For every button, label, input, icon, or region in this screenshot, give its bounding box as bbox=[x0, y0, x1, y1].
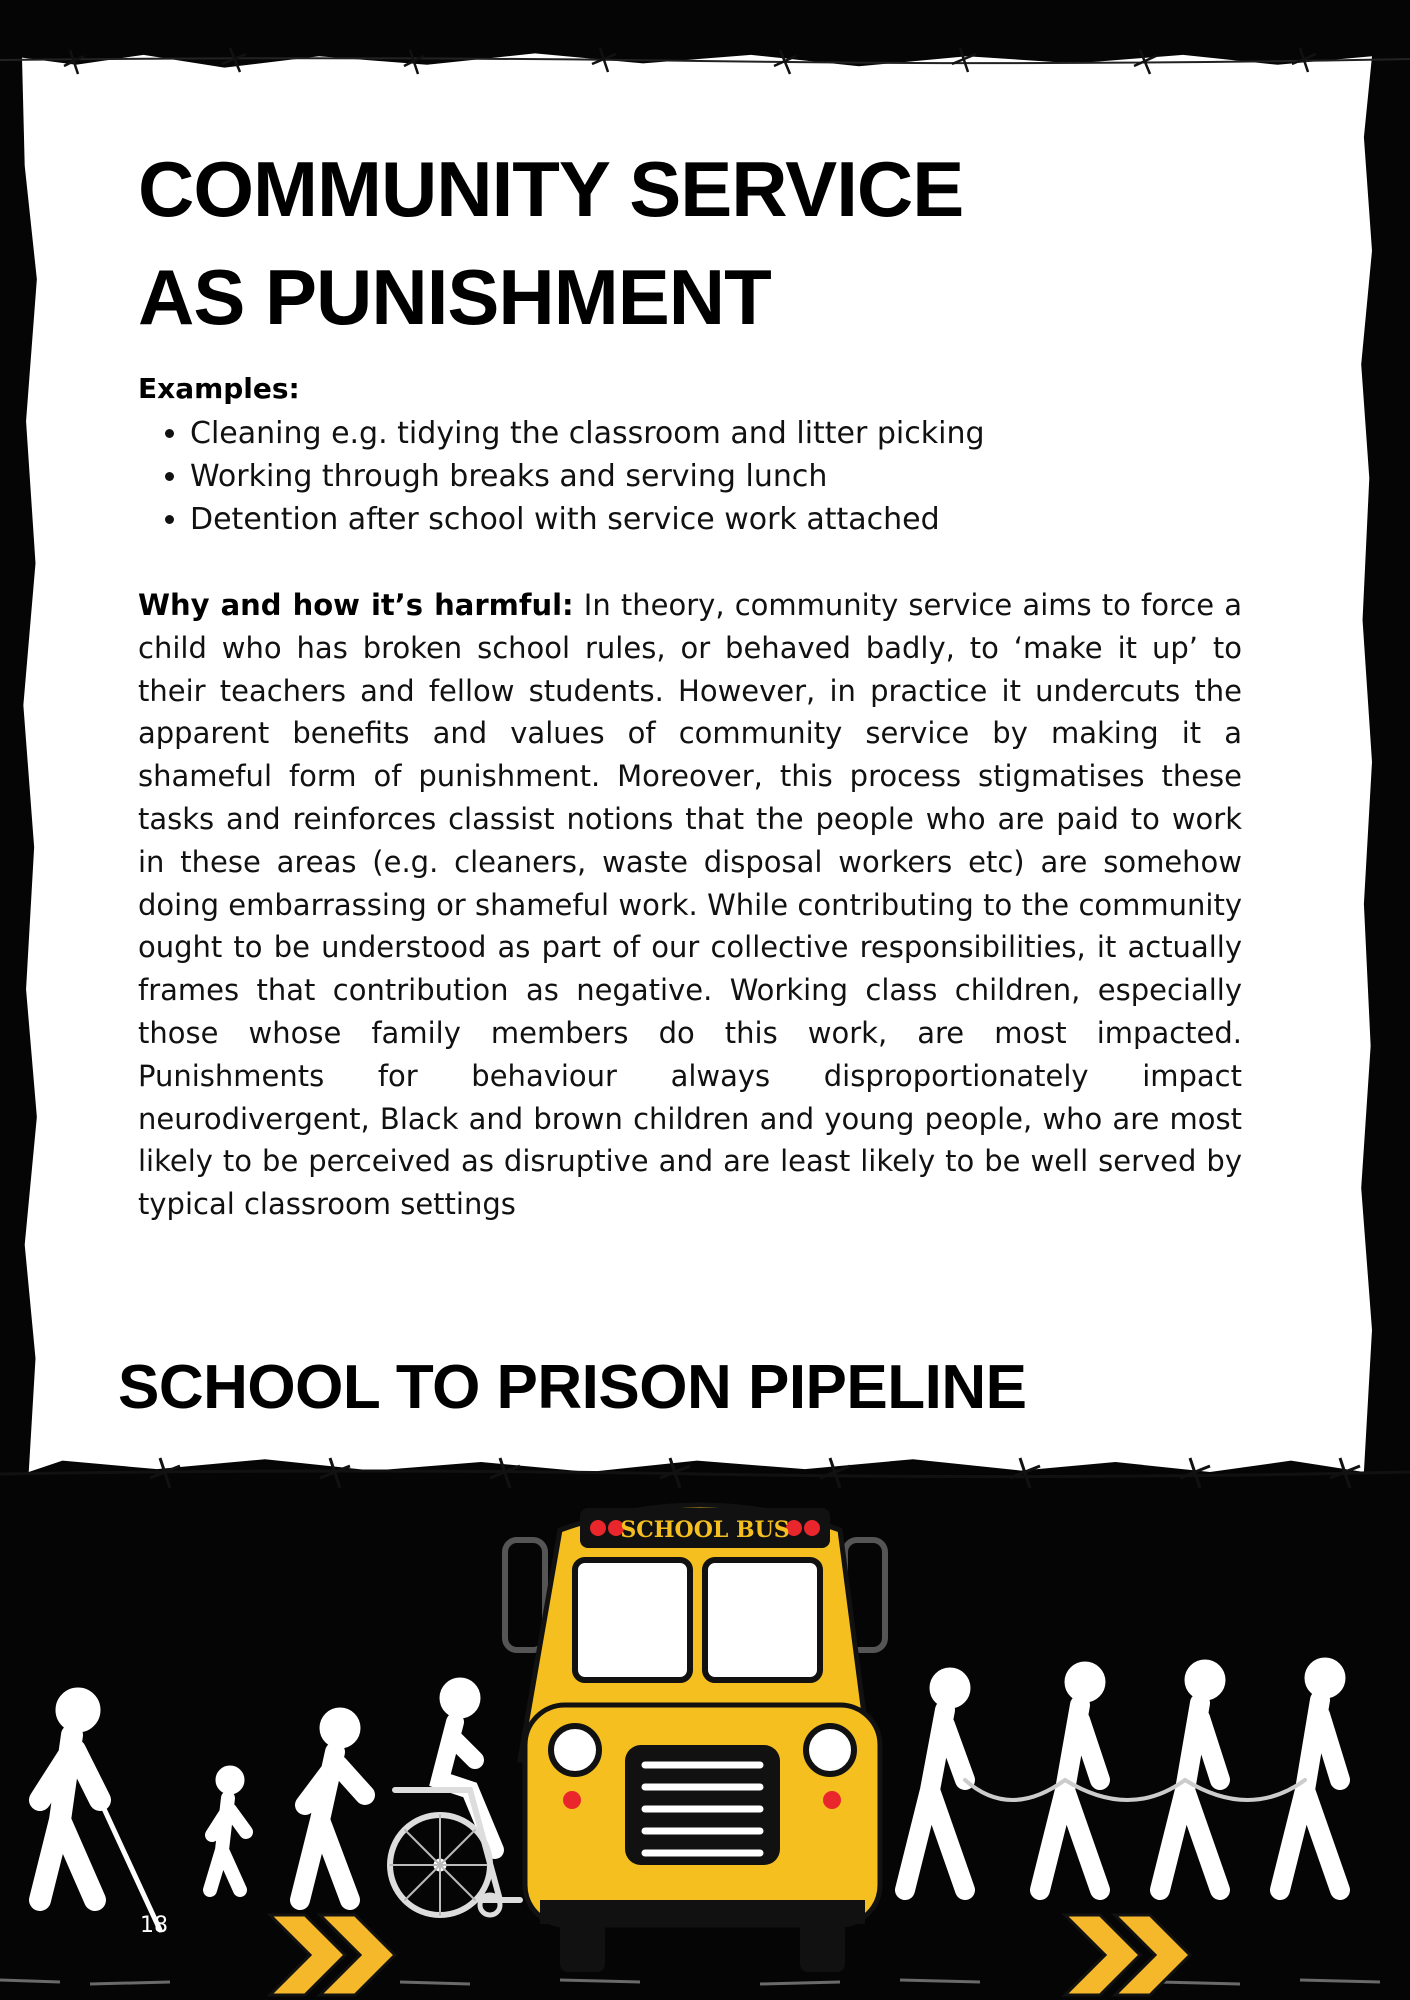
list-item: • Detention after school with service work attached bbox=[190, 498, 985, 541]
road-lines-icon bbox=[0, 1980, 1380, 1984]
school-bus-icon bbox=[505, 1505, 885, 1972]
list-item: • Working through breaks and serving lunch bbox=[190, 455, 985, 498]
section-title-pipeline: SCHOOL TO PRISON PIPELINE bbox=[118, 1353, 1027, 1422]
page-title-line-2: AS PUNISHMENT bbox=[138, 253, 771, 341]
bus-sign: SCHOOL BUS bbox=[620, 1517, 790, 1543]
page-title-line-1: COMMUNITY SERVICE bbox=[138, 145, 964, 233]
chevron-arrows-left-icon bbox=[270, 1915, 395, 1995]
page-title bbox=[138, 135, 963, 351]
harm-paragraph bbox=[138, 584, 1242, 1226]
page-number: 18 bbox=[140, 1913, 168, 1938]
people-left-icon bbox=[40, 1678, 520, 1930]
examples-list bbox=[162, 412, 985, 541]
school-bus-illustration bbox=[0, 1460, 1410, 2000]
harm-text: In theory, community service aims to force a child who has broken school rules, or behaved badly, to ‘make it up’ to their teachers and fellow students. However, in practice it undercuts the apparent benefits and values of community service by making it a shameful form of punishment. Moreover, this process stigmatises these tasks and reinforces classist notions that the people who are paid to work in these areas (e.g. cleaners, waste disposal workers etc) are somehow doing embarrassing or shameful work. While contributing to the community ought to be understood as part of our collective responsibilities, it actually frames that contribution as negative. Working class children, especially those whose family members do this work, are most impacted. Punishments for behaviour always disproportionately impact neurodivergent, Black and brown children and young people, who are most likely to be perceived as disruptive and are least likely to be well served by typical classroom settings bbox=[138, 588, 1242, 1222]
barbed-wire-top-icon bbox=[0, 46, 1410, 86]
harm-label: Why and how it’s harmful: bbox=[138, 588, 574, 622]
list-item: • Cleaning e.g. tidying the classroom and litter picking bbox=[190, 412, 985, 455]
people-right-icon bbox=[905, 1658, 1345, 1890]
examples-heading: Examples: bbox=[138, 372, 300, 405]
